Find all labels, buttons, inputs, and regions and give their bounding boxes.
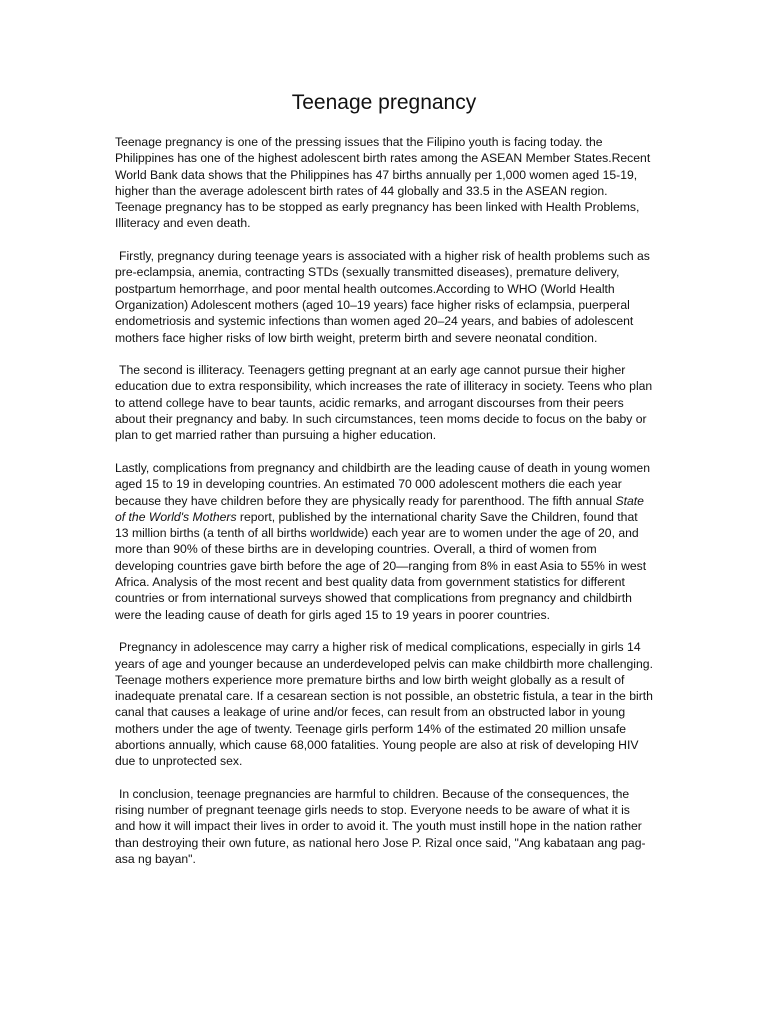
paragraph-health-problems: Firstly, pregnancy during teenage years is associated with a higher risk of health problems such as pre-eclampsia, anemia, contracting STDs (sexually transmitted diseases), premature delivery, postpartum hemorrhage, and poor mental health outcomes.According to WHO (World Health Organization) Adolescent mothers (aged 10–19 years) face higher risks of eclampsia, puerperal endometriosis and systemic infections than women aged 20–24 years, and babies of adolescent mothers face higher risks of low birth weight, preterm birth and severe neonatal condition. bbox=[115, 249, 650, 345]
paragraph-intro: Teenage pregnancy is one of the pressing issues that the Filipino youth is facing today. the Philippines has one of the highest adolescent birth rates among the ASEAN Member States.Recent World Bank data shows that the Philippines has 47 births annually per 1,000 women aged 15-19, higher than the average adolescent birth rates of 44 globally and 33.5 in the ASEAN region. Teenage pregnancy has to be stopped as early pregnancy has been linked with Health Problems, Illiteracy and even death. bbox=[115, 135, 651, 231]
paragraph-illiteracy: The second is illiteracy. Teenagers getting pregnant at an early age cannot pursue their higher education due to extra responsibility, which increases the rate of illiteracy in society. Teens who plan to attend college have to bear taunts, acidic remarks, and arrogant discourses from their peers about their pregnancy and baby. In such circumstances, teen moms decide to focus on the baby or plan to get married rather than pursuing a higher education. bbox=[115, 363, 653, 443]
paragraph-medical-complications: Pregnancy in adolescence may carry a higher risk of medical complications, especially in girls 14 years of age and younger because an underdeveloped pelvis can make childbirth more challenging. Teenage mothers experience more premature births and low birth weight globally as a result of inadequate prenatal care. If a cesarean section is not possible, an obstetric fistula, a tear in the birth canal that causes a leakage of urine and/or feces, can result from an obstructed labor in young mothers under the age of twenty. Teenage girls perform 14% of the estimated 20 million unsafe abortions annually, which cause 68,000 fatalities. Young people are also at risk of developing HIV due to unprotected sex. bbox=[115, 640, 653, 769]
paragraph-death bbox=[115, 460, 653, 623]
paragraph-death-text-after: report, published by the international charity Save the Children, found that 13 million births (a tenth of all births worldwide) each year are to women under the age of 20, and more than 90% of these births are in developing countries. Overall, a third of women from developing countries gave birth before the age of 20—ranging from 8% in east Asia to 55% in west Africa. Analysis of the most recent and best quality data from government statistics for different countries or from international surveys showed that complications from pregnancy and childbirth were the leading cause of death for girls aged 15 to 19 years in poorer countries. bbox=[115, 509, 647, 622]
paragraph-conclusion: In conclusion, teenage pregnancies are harmful to children. Because of the consequences, the rising number of pregnant teenage girls needs to stop. Everyone needs to be aware of what it is and how it will impact their lives in order to avoid it. The youth must instill hope in the nation rather than destroying their own future, as national hero Jose P. Rizal once said, "Ang kabataan ang pag-asa ng bayan". bbox=[115, 786, 646, 867]
paragraph-death-text-before: Lastly, complications from pregnancy and childbirth are the leading cause of death in young women aged 15 to 19 in developing countries. An estimated 70 000 adolescent mothers die each year because they have children before they are physically ready for parenthood. The fifth annual bbox=[115, 460, 650, 508]
document-body bbox=[115, 134, 653, 884]
report-title-italic: State of the World's Mothers bbox=[115, 493, 644, 524]
document-title: Teenage pregnancy bbox=[291, 91, 477, 114]
